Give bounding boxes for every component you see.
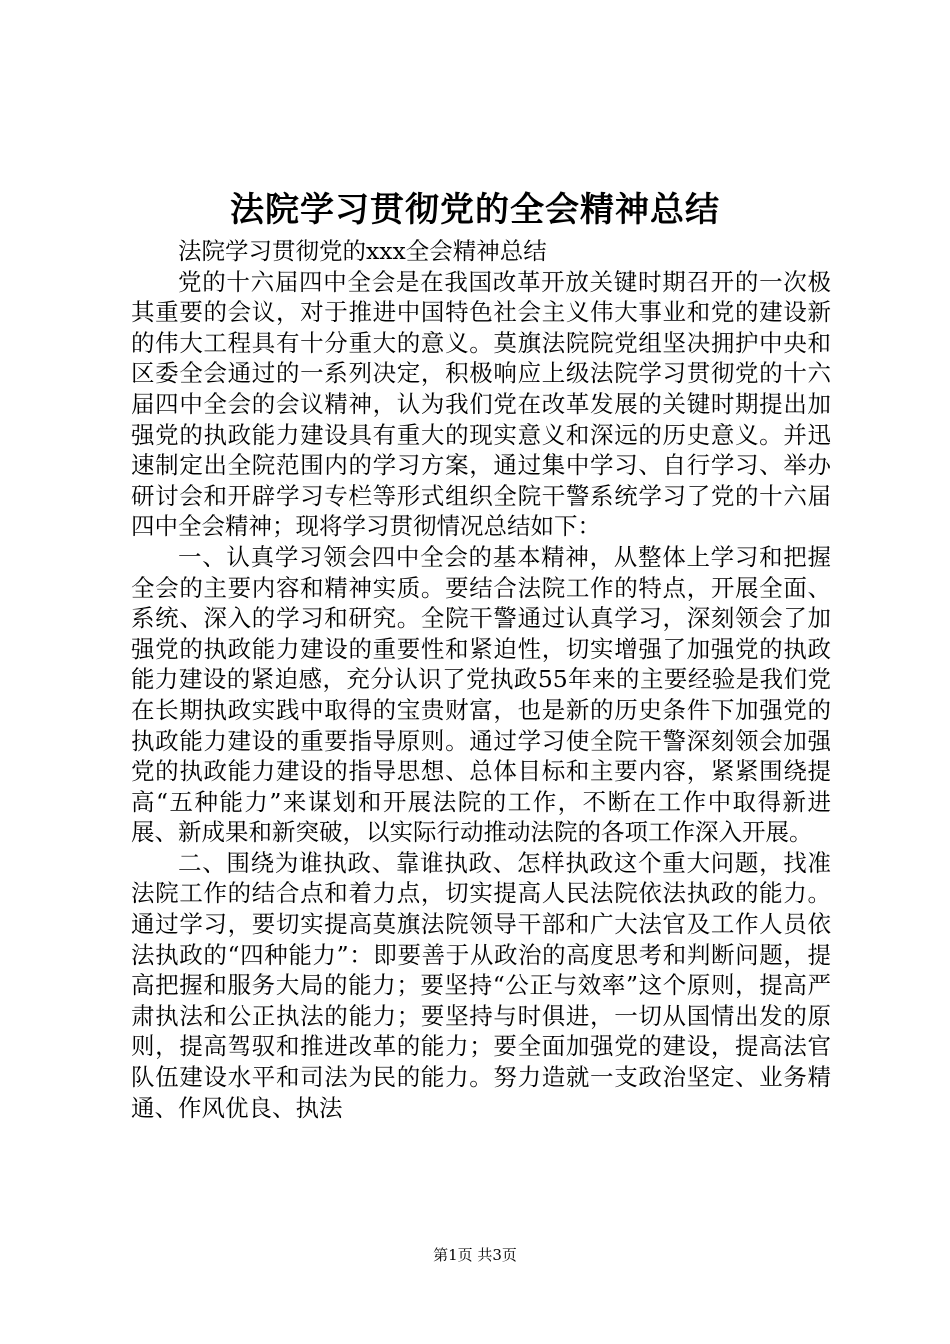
document-body (131, 236, 831, 1123)
document-title: 法院学习贯彻党的全会精神总结 (230, 190, 720, 230)
section-two-paragraph: 二、围绕为谁执政、靠谁执政、怎样执政这个重大问题，找准法院工作的结合点和着力点，切实提高人民法院依法执政的能力。通过学习，要切实提高莫旗法院领导干部和广大法官及工作人员依法执政的“四种能力”：即要善于从政治的高度思考和判断问题，提高把握和服务大局的能力；要坚持“公正与效率”这个原则，提高严肃执法和公正执法的能力；要坚持与时俱进，一切从国情出发的原则，提高驾驭和推进改革的能力；要全面加强党的建设，提高法官队伍建设水平和司法为民的能力。努力造就一支政治坚定、业务精通、作风优良、执法 (131, 848, 831, 1122)
section-one-paragraph: 一、认真学习领会四中全会的基本精神，从整体上学习和把握全会的主要内容和精神实质。要结合法院工作的特点，开展全面、系统、深入的学习和研究。全院干警通过认真学习，深刻领会了加强党的执政能力建设的重要性和紧迫性，切实增强了加强党的执政能力建设的紧迫感，充分认识了党执政55年来的主要经验是我们党在长期执政实践中取得的宝贵财富，也是新的历史条件下加强党的执政能力建设的重要指导原则。通过学习使全院干警深刻领会加强党的执政能力建设的指导思想、总体目标和主要内容，紧紧围绕提高“五种能力”来谋划和开展法院的工作，不断在工作中取得新进展、新成果和新突破，以实际行动推动法院的各项工作深入开展。 (131, 542, 831, 847)
intro-paragraph: 党的十六届四中全会是在我国改革开放关键时期召开的一次极其重要的会议，对于推进中国特色社会主义伟大事业和党的建设新的伟大工程具有十分重大的意义。莫旗法院院党组坚决拥护中央和区委全会通过的一系列决定，积极响应上级法院学习贯彻党的十六届四中全会的会议精神，认为我们党在改革发展的关键时期提出加强党的执政能力建设具有重大的现实意义和深远的历史意义。并迅速制定出全院范围内的学习方案，通过集中学习、自行学习、举办研讨会和开辟学习专栏等形式组织全院干警系统学习了党的十六届四中全会精神；现将学习贯彻情况总结如下： (131, 267, 831, 541)
subtitle-paragraph: 法院学习贯彻党的xxx全会精神总结 (178, 237, 547, 265)
page-footer: 第1页 共3页 (433, 1246, 517, 1264)
